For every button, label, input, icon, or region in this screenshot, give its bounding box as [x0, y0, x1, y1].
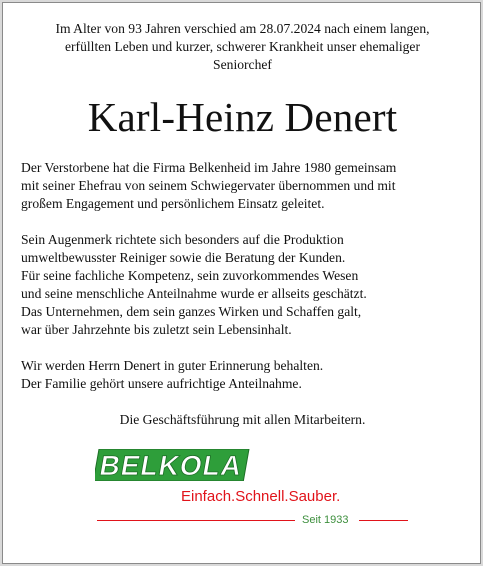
company-tagline: Einfach.Schnell.Sauber. — [181, 488, 341, 505]
divider-left — [97, 520, 295, 521]
paragraph-1-line-3: großem Engagement und persönlichem Einsatz geleitet. — [21, 196, 325, 211]
paragraph-2-line-2: umweltbewusster Reiniger sowie die Beratung der Kunden. — [21, 250, 346, 265]
logo-wordmark: BELKOLA — [97, 449, 246, 481]
paragraph-1-line-2: mit seiner Ehefrau von seinem Schwiegervater übernommen und mit — [21, 178, 396, 193]
belkola-logo — [95, 449, 251, 481]
intro-line-3: Seniorchef — [213, 57, 272, 72]
paragraph-2-line-3: Für seine fachliche Kompetenz, sein zuvorkommendes Wesen — [21, 268, 359, 283]
paragraph-2-line-4: und seine menschliche Anteilnahme wurde er allseits geschätzt. — [21, 286, 367, 301]
divider-right — [359, 520, 408, 521]
obituary-notice — [2, 2, 481, 564]
signoff: Die Geschäftsführung mit allen Mitarbeitern. — [119, 412, 366, 427]
deceased-name: Karl-Heinz Denert — [87, 94, 398, 140]
paragraph-2-line-5: Das Unternehmen, dem sein ganzes Wirken und Schaffen galt, — [21, 304, 362, 319]
paragraph-2-line-6: war über Jahrzehnte bis zuletzt sein Lebensinhalt. — [21, 322, 292, 337]
founded-since: Seit 1933 — [302, 514, 349, 526]
paragraph-2-line-1: Sein Augenmerk richtete sich besonders auf die Produktion — [21, 232, 344, 247]
intro-line-1: Im Alter von 93 Jahren verschied am 28.07.2024 nach einem langen, — [55, 21, 430, 36]
paragraph-3-line-2: Der Familie gehört unsere aufrichtige Anteilnahme. — [21, 376, 302, 391]
paragraph-3-line-1: Wir werden Herrn Denert in guter Erinnerung behalten. — [21, 358, 324, 373]
intro-line-2: erfüllten Leben und kurzer, schwerer Krankheit unser ehemaliger — [65, 39, 420, 54]
paragraph-1-line-1: Der Verstorbene hat die Firma Belkenheid im Jahre 1980 gemeinsam — [21, 160, 397, 175]
